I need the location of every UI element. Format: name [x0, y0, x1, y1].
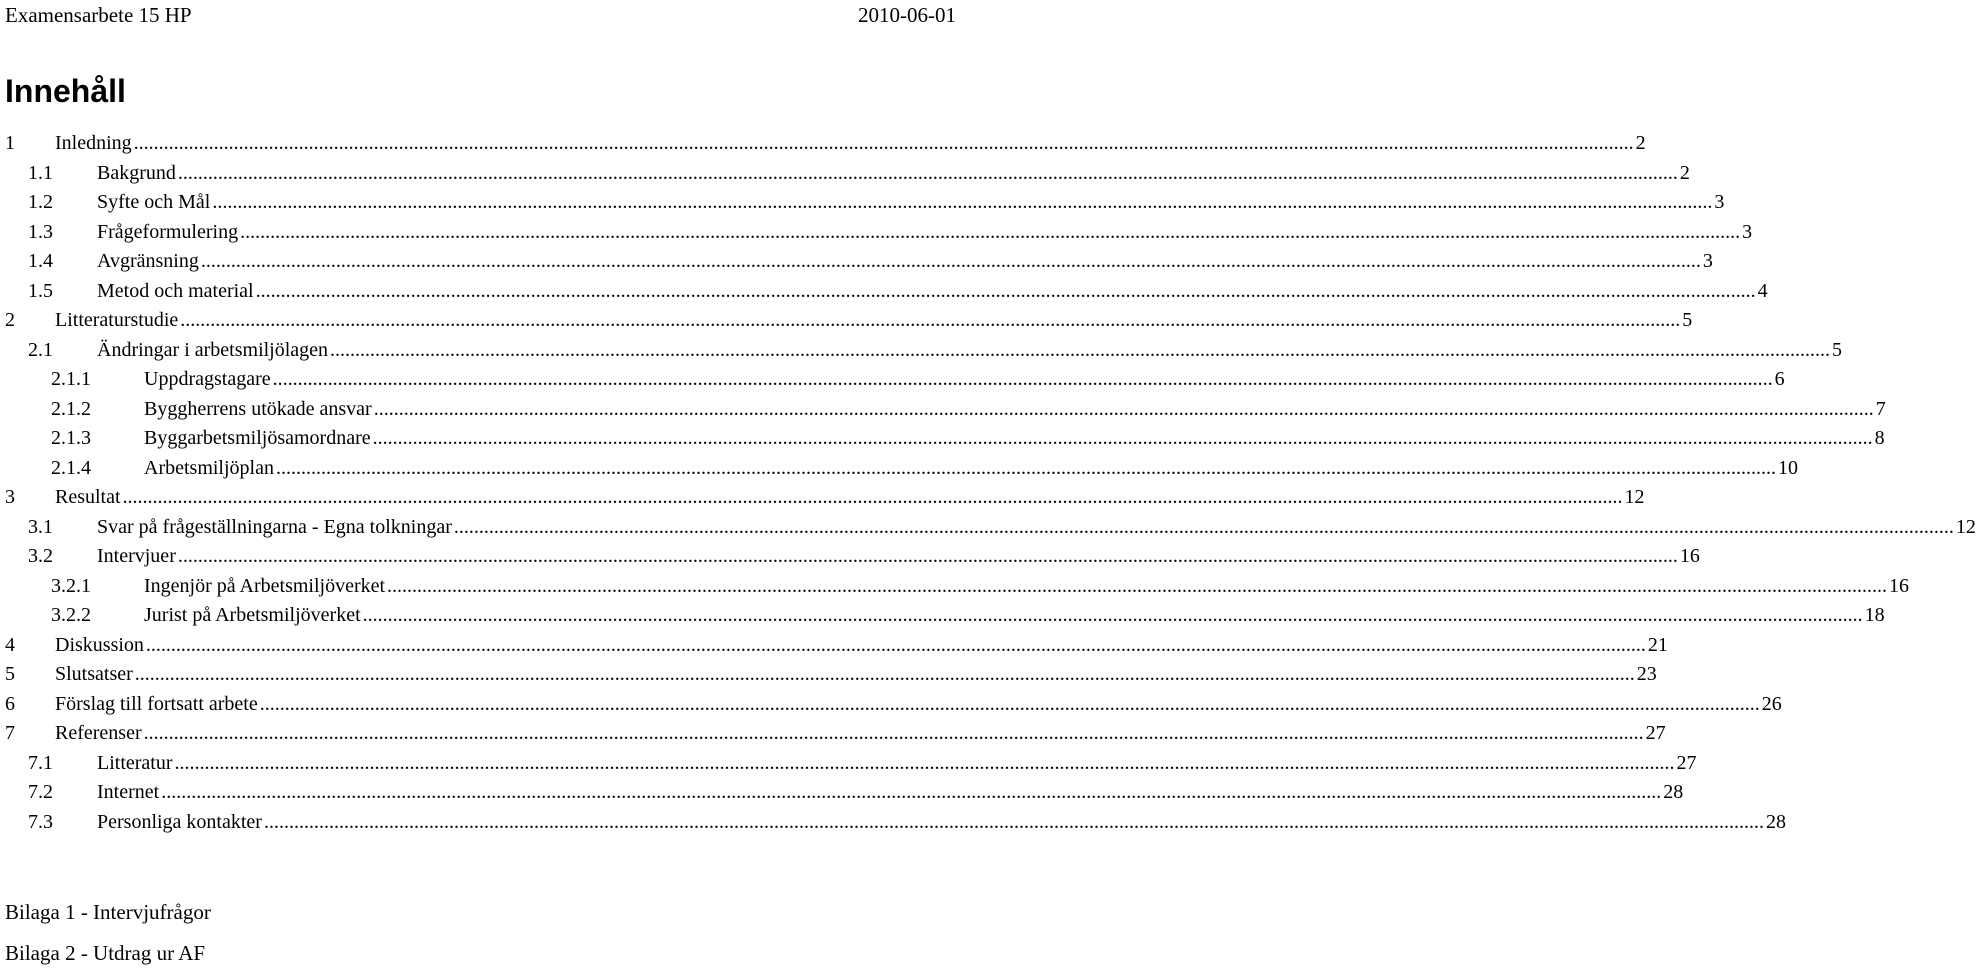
toc-entry[interactable] — [0, 424, 1885, 454]
toc-entry-label: Litteratur — [97, 751, 173, 774]
toc-entry-label: Byggherrens utökade ansvar — [144, 397, 372, 420]
toc-dot-leader: ............................................................................................................................................................................................................................................................................................................ — [177, 545, 1678, 567]
toc-entry-page-number: 7 — [1875, 397, 1886, 420]
toc-entry-number: 4 — [5, 633, 15, 656]
toc-entry-page-number: 28 — [1765, 810, 1786, 833]
toc-entry[interactable] — [0, 483, 1645, 513]
toc-entry[interactable] — [0, 631, 1668, 661]
toc-entry-page-number: 8 — [1874, 427, 1885, 449]
toc-entry-number: 2.1 — [28, 338, 53, 361]
toc-entry-label: Intervjuer — [97, 545, 176, 567]
toc-entry[interactable] — [0, 218, 1753, 248]
toc-entry-page-number: 23 — [1636, 663, 1657, 685]
toc-entry-label: Slutsatser — [55, 663, 133, 685]
toc-dot-leader: ............................................................................................................................................................................................................................................................................................................ — [122, 486, 1623, 508]
toc-entry-label: Syfte och Mål — [97, 191, 211, 213]
toc-dot-leader: ............................................................................................................................................................................................................................................................................................................ — [263, 810, 1764, 833]
toc-entry[interactable] — [0, 247, 1713, 277]
toc-entry-label: Internet — [97, 781, 160, 803]
toc-entry-page-number: 26 — [1761, 692, 1782, 715]
toc-dot-leader: ............................................................................................................................................................................................................................................................................................................ — [161, 781, 1662, 803]
toc-entry-label: Jurist på Arbetsmiljöverket — [144, 604, 361, 626]
toc-dot-leader: ............................................................................................................................................................................................................................................................................................................ — [373, 397, 1874, 420]
toc-entry[interactable] — [0, 129, 1646, 159]
toc-entry-page-number: 12 — [1955, 515, 1976, 538]
toc-entry-label: Arbetsmiljöplan — [144, 456, 274, 479]
toc-entry-number: 7 — [5, 722, 15, 744]
toc-entry-page-number: 3 — [1742, 220, 1753, 243]
toc-entry-label: Metod och material — [97, 279, 254, 302]
toc-dot-leader: ............................................................................................................................................................................................................................................................................................................ — [180, 309, 1681, 331]
toc-dot-leader: ............................................................................................................................................................................................................................................................................................................ — [330, 338, 1831, 361]
toc-entry-number: 3.1 — [28, 515, 53, 538]
toc-entry-number: 2 — [5, 309, 15, 331]
toc-entry-number: 2.1.4 — [51, 456, 91, 479]
toc-entry[interactable] — [0, 513, 1976, 543]
toc-entry[interactable] — [0, 778, 1684, 808]
toc-entry[interactable] — [0, 395, 1886, 425]
toc-dot-leader: ............................................................................................................................................................................................................................................................................................................ — [143, 722, 1644, 744]
toc-entry-number: 3.2 — [28, 545, 53, 567]
toc-entry-label: Förslag till fortsatt arbete — [55, 692, 258, 715]
toc-entry-label: Ingenjör på Arbetsmiljöverket — [144, 574, 386, 597]
toc-entry[interactable] — [0, 749, 1697, 779]
toc-entry-number: 3.2.1 — [51, 574, 91, 597]
toc-entry-page-number: 16 — [1679, 545, 1700, 567]
toc-dot-leader: ............................................................................................................................................................................................................................................................................................................ — [255, 279, 1756, 302]
toc-entry-label: Frågeformulering — [97, 220, 239, 243]
toc-dot-leader: ............................................................................................................................................................................................................................................................................................................ — [275, 456, 1776, 479]
toc-entry-number: 2.1.2 — [51, 397, 91, 420]
toc-dot-leader: ............................................................................................................................................................................................................................................................................................................ — [362, 604, 1863, 626]
toc-entry-number: 1.3 — [28, 220, 53, 243]
toc-entry-number: 7.3 — [28, 810, 53, 833]
toc-dot-leader: ............................................................................................................................................................................................................................................................................................................ — [145, 633, 1646, 656]
toc-entry[interactable] — [0, 159, 1690, 189]
toc-entry-page-number: 16 — [1889, 574, 1910, 597]
toc-entry[interactable] — [0, 306, 1693, 336]
toc-dot-leader: ............................................................................................................................................................................................................................................................................................................ — [177, 161, 1678, 184]
header-date: 2010-06-01 — [858, 3, 956, 27]
toc-entry[interactable] — [0, 660, 1657, 690]
toc-entry-page-number: 6 — [1774, 368, 1785, 390]
toc-entry-page-number: 5 — [1682, 309, 1693, 331]
toc-dot-leader: ............................................................................................................................................................................................................................................................................................................ — [372, 427, 1873, 449]
toc-entry-label: Personliga kontakter — [97, 810, 262, 833]
toc-entry[interactable] — [0, 542, 1700, 572]
toc-dot-leader: ............................................................................................................................................................................................................................................................................................................ — [133, 132, 1634, 154]
toc-entry-page-number: 27 — [1645, 722, 1666, 744]
toc-entry-number: 2.1.3 — [51, 427, 91, 449]
toc-entry[interactable] — [0, 572, 1910, 602]
toc-entry-page-number: 27 — [1676, 751, 1697, 774]
toc-entry[interactable] — [0, 277, 1768, 307]
toc-entry-number: 1.1 — [28, 161, 53, 184]
toc-dot-leader: ............................................................................................................................................................................................................................................................................................................ — [387, 574, 1888, 597]
toc-entry-number: 3 — [5, 486, 15, 508]
toc-entry[interactable] — [0, 601, 1885, 631]
page-title: Innehåll — [5, 73, 126, 109]
toc-entry-page-number: 18 — [1864, 604, 1885, 626]
toc-entry[interactable] — [0, 690, 1782, 720]
toc-dot-leader: ............................................................................................................................................................................................................................................................................................................ — [453, 515, 1954, 538]
toc-entry[interactable] — [0, 365, 1785, 395]
toc-dot-leader: ............................................................................................................................................................................................................................................................................................................ — [259, 692, 1760, 715]
toc-entry-label: Avgränsning — [97, 250, 199, 272]
appendix-item[interactable]: Bilaga 2 - Utdrag ur AF — [5, 941, 206, 965]
toc-entry-page-number: 3 — [1702, 250, 1713, 272]
toc-entry-page-number: 2 — [1679, 161, 1690, 184]
toc-entry-label: Bakgrund — [97, 161, 176, 184]
appendix-item[interactable]: Bilaga 1 - Intervjufrågor — [5, 900, 211, 924]
toc-dot-leader: ............................................................................................................................................................................................................................................................................................................ — [174, 751, 1675, 774]
toc-dot-leader: ............................................................................................................................................................................................................................................................................................................ — [134, 663, 1635, 685]
toc-entry-number: 3.2.2 — [51, 604, 91, 626]
toc-entry-label: Referenser — [55, 722, 142, 744]
toc-entry[interactable] — [0, 808, 1786, 838]
toc-dot-leader: ............................................................................................................................................................................................................................................................................................................ — [272, 368, 1773, 390]
header-document-title: Examensarbete 15 HP — [5, 3, 192, 27]
toc-entry-label: Svar på frågeställningarna - Egna tolkningar — [97, 515, 452, 538]
toc-entry-number: 1.5 — [28, 279, 53, 302]
toc-entry-page-number: 2 — [1635, 132, 1646, 154]
toc-dot-leader: ............................................................................................................................................................................................................................................................................................................ — [240, 220, 1741, 243]
toc-entry[interactable] — [0, 188, 1725, 218]
toc-entry-page-number: 5 — [1832, 338, 1843, 361]
toc-entry-label: Resultat — [55, 486, 121, 508]
toc-entry-label: Byggarbetsmiljösamordnare — [144, 427, 371, 449]
toc-entry-number: 2.1.1 — [51, 368, 91, 390]
toc-entry-number: 1 — [5, 132, 15, 154]
toc-entry-page-number: 10 — [1777, 456, 1798, 479]
toc-entry[interactable] — [0, 454, 1798, 484]
toc-entry-number: 1.4 — [28, 250, 53, 272]
table-of-contents — [0, 129, 1976, 837]
toc-entry-page-number: 4 — [1757, 279, 1768, 302]
toc-dot-leader: ............................................................................................................................................................................................................................................................................................................ — [200, 250, 1701, 272]
toc-entry-label: Uppdragstagare — [144, 368, 271, 390]
toc-entry-page-number: 28 — [1663, 781, 1684, 803]
toc-entry-label: Inledning — [55, 132, 132, 154]
toc-entry[interactable] — [0, 719, 1666, 749]
toc-entry-label: Ändringar i arbetsmiljölagen — [97, 338, 329, 361]
toc-entry-number: 5 — [5, 663, 15, 685]
toc-entry[interactable] — [0, 336, 1843, 366]
toc-entry-number: 6 — [5, 692, 15, 715]
toc-entry-label: Diskussion — [55, 633, 144, 656]
toc-entry-number: 7.2 — [28, 781, 53, 803]
toc-entry-number: 1.2 — [28, 191, 53, 213]
toc-entry-page-number: 21 — [1647, 633, 1668, 656]
toc-entry-page-number: 12 — [1624, 486, 1645, 508]
toc-entry-page-number: 3 — [1714, 191, 1725, 213]
toc-entry-number: 7.1 — [28, 751, 53, 774]
toc-dot-leader: ............................................................................................................................................................................................................................................................................................................ — [212, 191, 1713, 213]
toc-entry-label: Litteraturstudie — [55, 309, 179, 331]
